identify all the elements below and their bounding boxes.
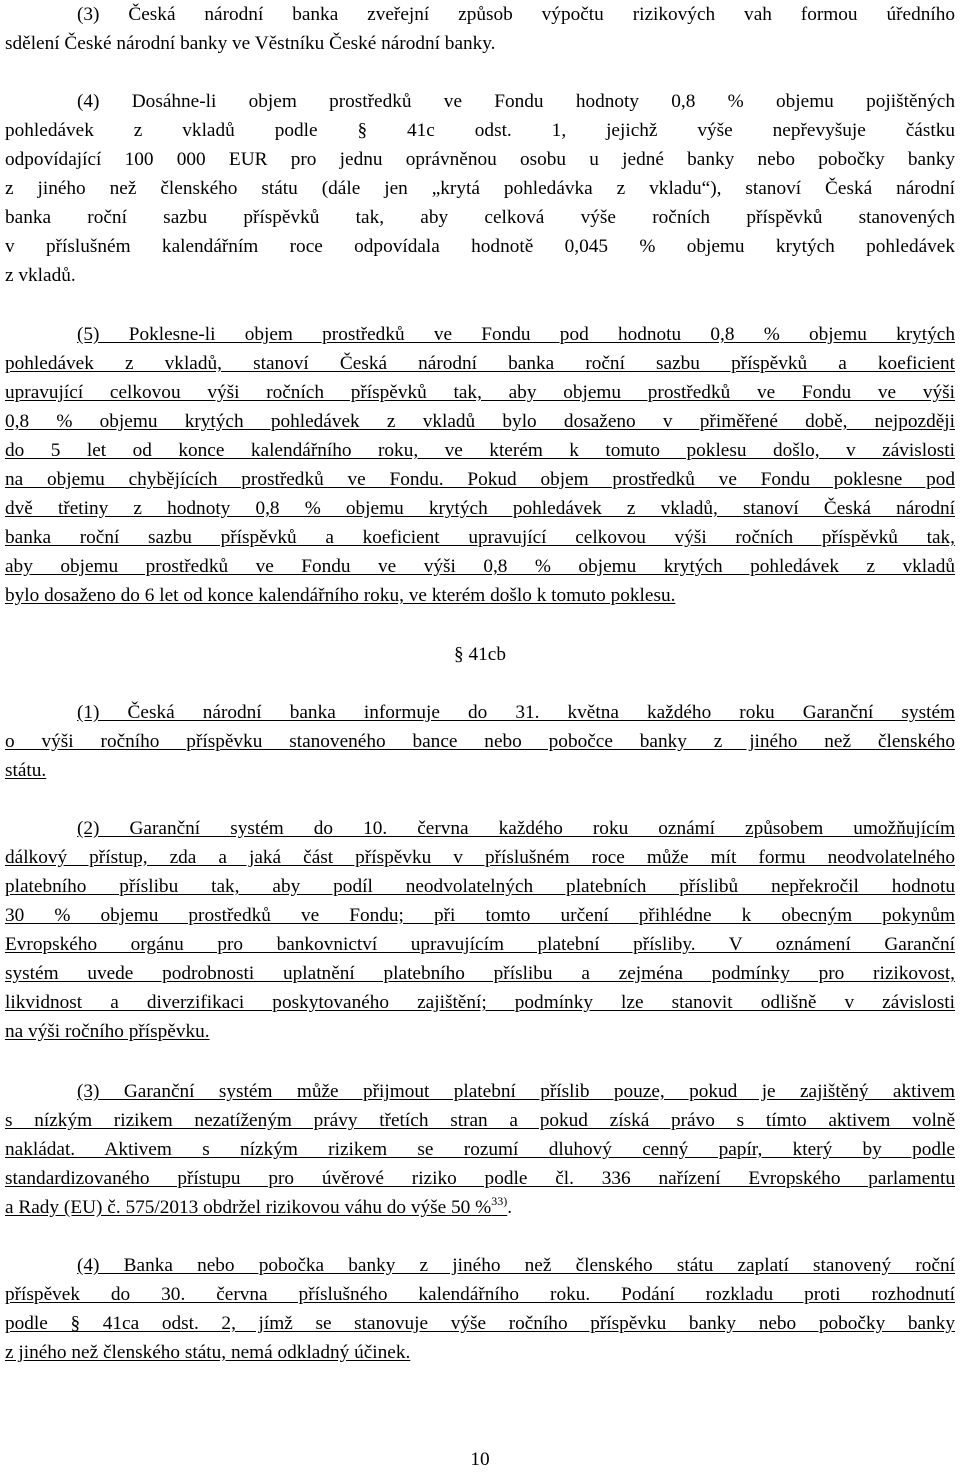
text-line: do 5 let od konce kalendářního roku, ve kterém k tomuto poklesu došlo, v závislosti <box>5 440 955 461</box>
text-line: aby objemu prostředků ve Fondu ve výši 0,8 % objemu krytých pohledávek z vkladů <box>5 556 955 577</box>
text-line: (1) Česká národní banka informuje do 31. května každého roku Garanční systém <box>77 702 955 723</box>
paragraph-4 <box>5 87 955 290</box>
text-line: dálkový přístup, zda a jaká část příspěvku v příslušném roce může mít formu neodvolatelného <box>5 847 955 868</box>
footnote-reference[interactable]: 33) <box>491 1194 508 1208</box>
text-line: státu. <box>5 760 47 781</box>
page-number: 10 <box>470 1449 490 1470</box>
section-paragraph-1 <box>5 698 955 785</box>
section-paragraph-2 <box>5 814 955 1046</box>
text-line: podle § 41ca odst. 2, jímž se stanovuje výše ročního příspěvku banky nebo pobočky banky <box>5 1313 955 1334</box>
section-paragraph-4 <box>5 1251 955 1367</box>
text-line: 0,8 % objemu krytých pohledávek z vkladů bylo dosaženo v přiměřené době, nejpozději <box>5 411 955 432</box>
text-line: systém uvede podrobnosti uplatnění platebního příslibu a zejména podmínky pro rizikovost, <box>5 963 955 984</box>
text-line: upravující celkovou výši ročních příspěvků tak, aby objemu prostředků ve Fondu ve výši <box>5 382 955 403</box>
text-line: v příslušném kalendářním roce odpovídala hodnotě 0,045 % objemu krytých pohledávek <box>5 236 955 257</box>
text-line: na objemu chybějících prostředků ve Fondu. Pokud objem prostředků ve Fondu poklesne pod <box>5 469 955 490</box>
text-line: (3) Garanční systém může přijmout platební příslib pouze, pokud je zajištěný aktivem <box>77 1081 955 1102</box>
text-line: pohledávek z vkladů, stanoví Česká národní banka roční sazbu příspěvků a koeficient <box>5 353 955 374</box>
text-line: platebního příslibu tak, aby podíl neodvolatelných platebních příslibů nepřekročil hodnotu <box>5 876 955 897</box>
text-line: nakládat. Aktivem s nízkým rizikem se rozumí dluhový cenný papír, který by podle <box>5 1139 955 1160</box>
text-line: likvidnost a diverzifikaci poskytovaného zajištění; podmínky lze stanovit odlišně v závislosti <box>5 992 955 1013</box>
section-heading: § 41cb <box>454 644 506 665</box>
text-line: (4) Banka nebo pobočka banky z jiného než členského státu zaplatí stanovený roční <box>77 1255 955 1276</box>
text-line: odpovídající 100 000 EUR pro jednu oprávněnou osobu u jedné banky nebo pobočky banky <box>5 149 955 170</box>
text-line: Evropského orgánu pro bankovnictví upravujícím platební přísliby. V oznámení Garanční <box>5 934 955 955</box>
text-line: na výši ročního příspěvku. <box>5 1021 210 1042</box>
text-line: banka roční sazbu příspěvků a koeficient upravující celkovou výši ročních příspěvků tak, <box>5 527 955 548</box>
text-line <box>5 1193 955 1222</box>
paragraph-3 <box>5 0 955 58</box>
text-line: (4) Dosáhne-li objem prostředků ve Fondu hodnoty 0,8 % objemu pojištěných <box>77 91 955 112</box>
text-line: z vkladů. <box>5 265 76 286</box>
text-line: příspěvek do 30. června příslušného kalendářního roku. Podání rozkladu proti rozhodnutí <box>5 1284 955 1305</box>
text-line: (5) Poklesne-li objem prostředků ve Fondu pod hodnotu 0,8 % objemu krytých <box>77 324 955 345</box>
text-line: sdělení České národní banky ve Věstníku České národní banky. <box>5 33 496 54</box>
text-line: bylo dosaženo do 6 let od konce kalendářního roku, ve kterém došlo k tomuto poklesu. <box>5 585 676 606</box>
text-fragment: . <box>507 1197 513 1218</box>
text-line: standardizovaného přístupu pro úvěrové riziko podle čl. 336 nařízení Evropského parlamentu <box>5 1168 955 1189</box>
text-line: 30 % objemu prostředků ve Fondu; při tomto určení přihlédne k obecným pokynům <box>5 905 955 926</box>
text-line: z jiného než členského státu, nemá odkladný účinek. <box>5 1342 411 1363</box>
text-line: s nízkým rizikem nezatíženým právy třetích stran a pokud získá právo s tímto aktivem volně <box>5 1110 955 1131</box>
paragraph-5 <box>5 320 955 610</box>
text-line: (2) Garanční systém do 10. června každého roku oznámí způsobem umožňujícím <box>77 818 955 839</box>
text-fragment: a Rady (EU) č. 575/2013 obdržel rizikovou váhu do výše 50 % <box>5 1197 492 1218</box>
text-line: pohledávek z vkladů podle § 41c odst. 1, jejichž výše nepřevyšuje částku <box>5 120 955 141</box>
section-paragraph-3 <box>5 1077 955 1222</box>
text-line: banka roční sazbu příspěvků tak, aby celková výše ročních příspěvků stanovených <box>5 207 955 228</box>
text-line: z jiného než členského státu (dále jen „krytá pohledávka z vkladu“), stanoví Česká národní <box>5 178 955 199</box>
text-line: dvě třetiny z hodnoty 0,8 % objemu krytých pohledávek z vkladů, stanoví Česká národní <box>5 498 955 519</box>
text-line: (3) Česká národní banka zveřejní způsob výpočtu rizikových vah formou úředního <box>77 4 955 25</box>
text-line: o výši ročního příspěvku stanoveného bance nebo pobočce banky z jiného než členského <box>5 731 955 752</box>
